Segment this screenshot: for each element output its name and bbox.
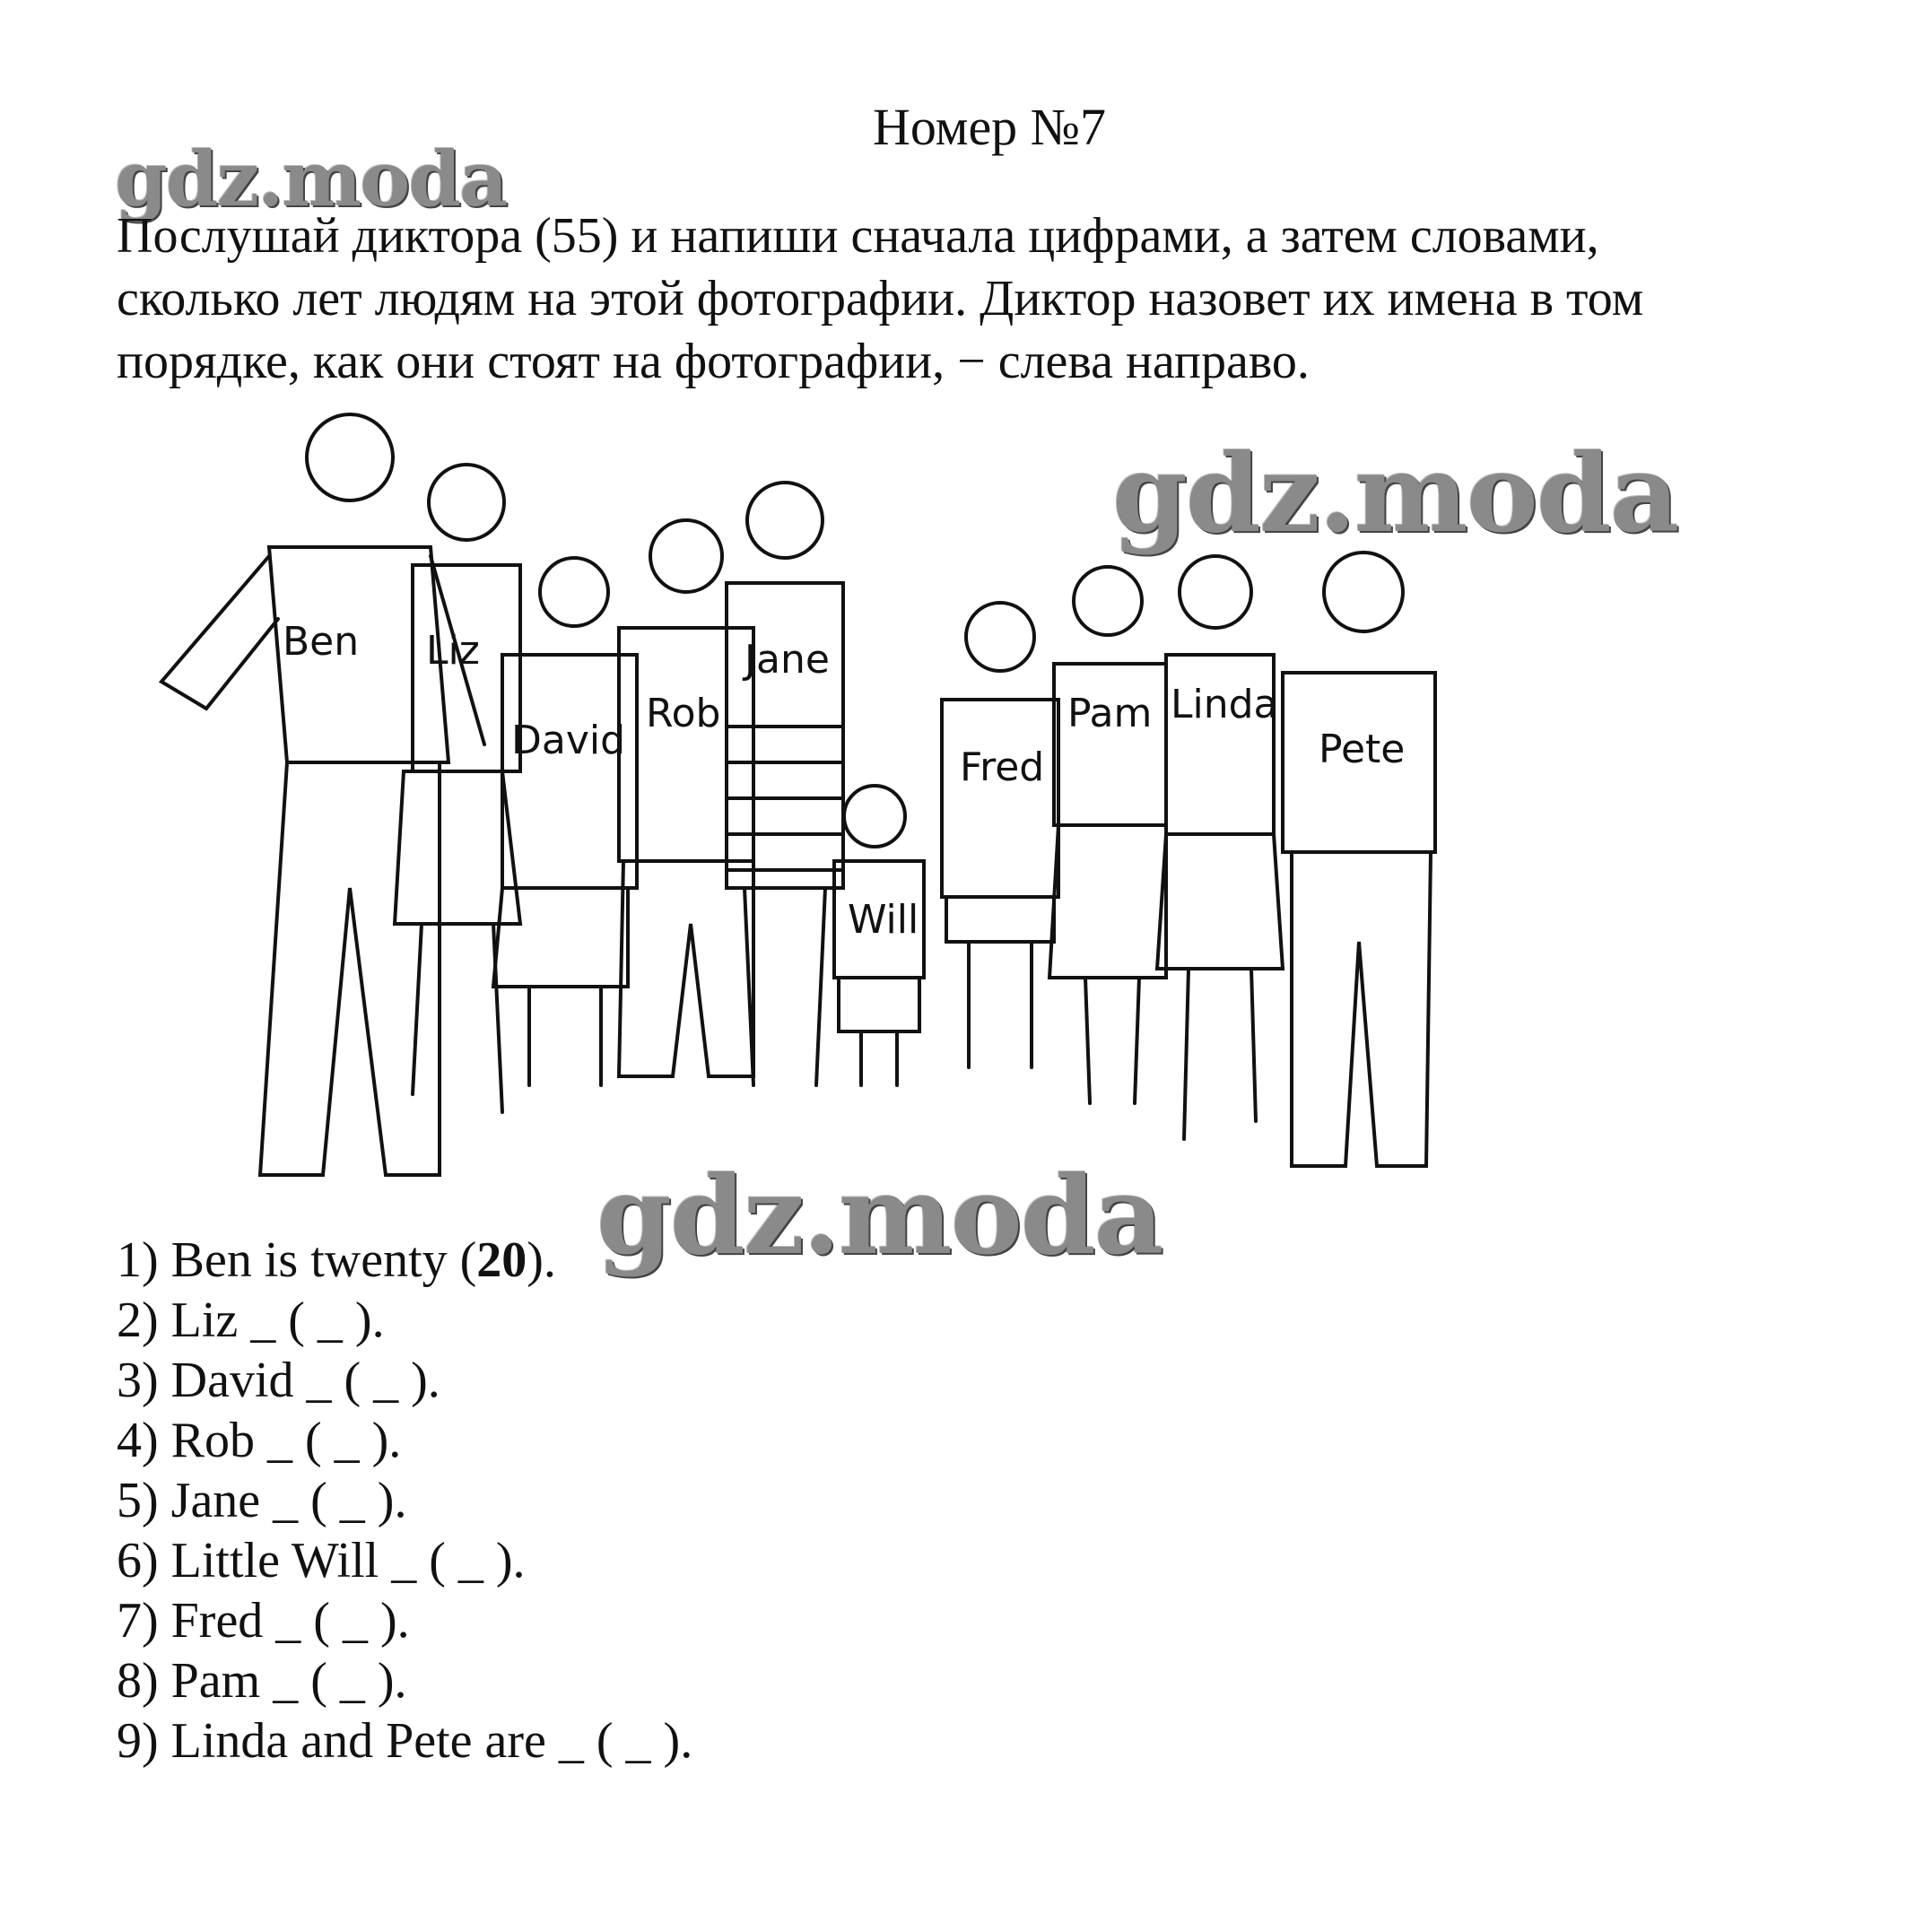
- page-title: Номер №7: [872, 98, 1107, 156]
- shirt-label-fred: Fred: [960, 744, 1045, 790]
- shirt-label-liz: Liz: [426, 628, 480, 674]
- person-pam: [1049, 567, 1166, 1103]
- answer-item: [117, 1231, 692, 1291]
- answer-list: [117, 1231, 692, 1771]
- shirt-label-david: David: [511, 718, 626, 763]
- watermark: gdz.moda: [596, 1153, 1162, 1279]
- person-linda: [1157, 556, 1283, 1139]
- shirt-label-jane: Jane: [745, 637, 830, 683]
- shirt-label-linda: Linda: [1171, 682, 1278, 727]
- answer-item: 3) David _ ( _ ).: [117, 1353, 440, 1408]
- watermark: gdz.moda: [1112, 431, 1678, 557]
- shirt-label-will: Will: [848, 897, 919, 943]
- answer-text: 1) Ben is twenty (: [117, 1232, 477, 1288]
- answer-item: 4) Rob _ ( _ ).: [117, 1413, 402, 1468]
- watermark: gdz.moda: [115, 135, 507, 223]
- person-jane: [727, 483, 843, 1085]
- answer-item: 6) Little Will _ ( _ ).: [117, 1533, 526, 1588]
- shirt-label-rob: Rob: [646, 691, 721, 736]
- shirt-label-ben: Ben: [283, 619, 360, 665]
- answer-item: 7) Fred _ ( _ ).: [117, 1593, 410, 1649]
- shirt-label-pete: Pete: [1319, 727, 1406, 772]
- instruction-line: Послушай диктора (55) и напиши сначала цифрами, а затем словами,: [117, 208, 1599, 264]
- instruction-line: порядке, как они стоят на фотографии, − слева направо.: [117, 334, 1310, 389]
- instruction-line: сколько лет людям на этой фотографии. Диктор назовет их имена в том: [117, 271, 1644, 326]
- answer-item: 9) Linda and Pete are _ ( _ ).: [117, 1713, 693, 1769]
- person-pete: [1283, 553, 1435, 1166]
- answer-item: 2) Liz _ ( _ ).: [117, 1292, 385, 1348]
- person-will: [834, 786, 924, 1085]
- task-instructions: [117, 205, 1803, 393]
- person-fred: [942, 603, 1058, 1067]
- person-david: [493, 558, 637, 1085]
- answer-item: 8) Pam _ ( _ ).: [117, 1653, 407, 1709]
- shirt-label-pam: Pam: [1067, 691, 1153, 736]
- person-ben: [161, 414, 484, 1175]
- answer-item: 5) Jane _ ( _ ).: [117, 1473, 407, 1528]
- answer-number: 20: [476, 1232, 527, 1288]
- answer-text: ).: [527, 1232, 556, 1288]
